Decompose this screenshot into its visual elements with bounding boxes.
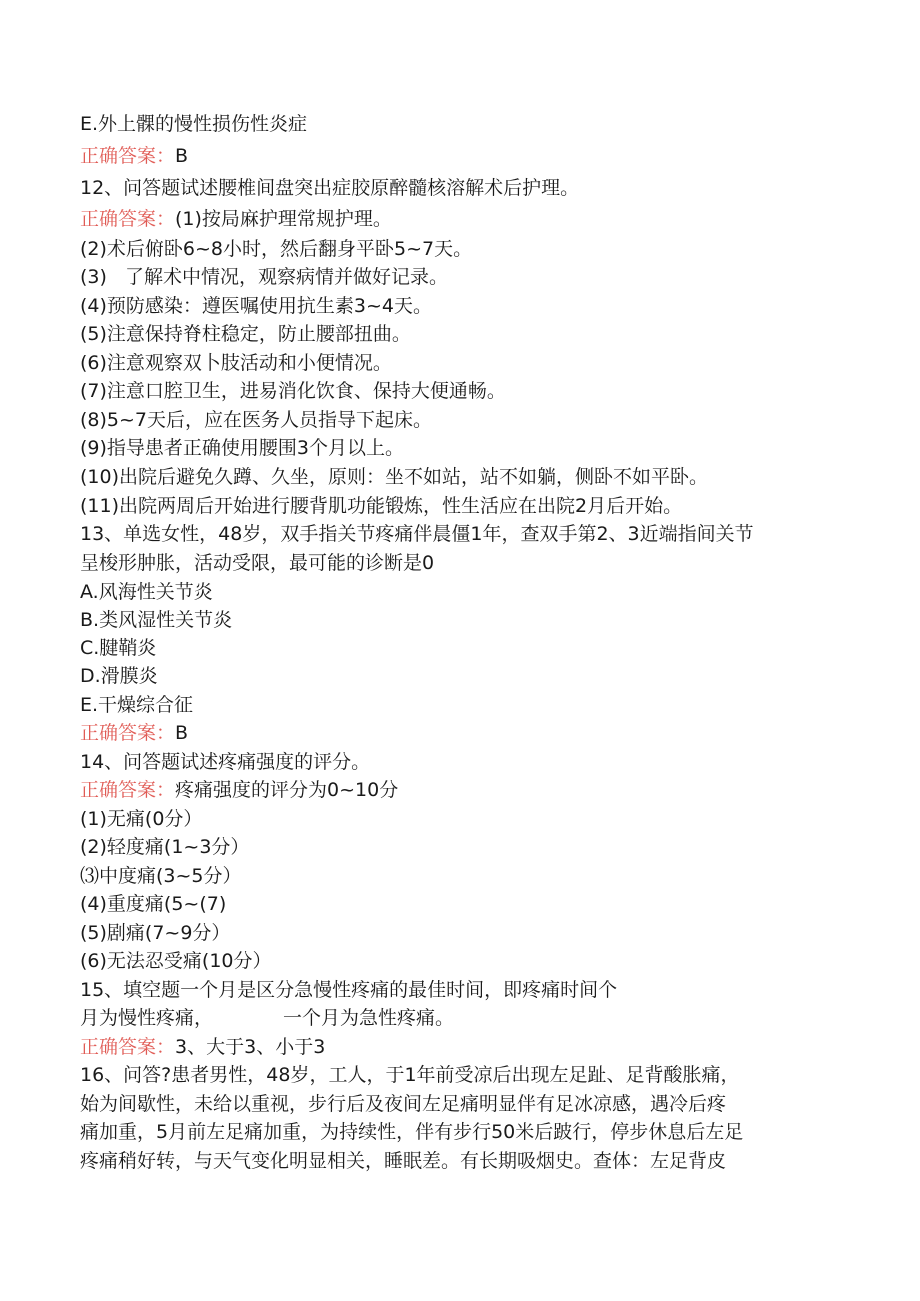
answer-item-text: (11)出院两周后开始进行腰背肌功能锻炼，性生活应在出院2月后开始。 bbox=[80, 495, 683, 517]
option-text: A.风海性关节炎 bbox=[80, 581, 213, 603]
question-16 bbox=[80, 1061, 740, 1089]
question-13-continued bbox=[80, 549, 434, 577]
answer-item-text: (6)无法忍受痛(10分） bbox=[80, 950, 272, 972]
question-16-continued bbox=[80, 1090, 726, 1118]
answer-item bbox=[80, 406, 432, 434]
question-text: 痛加重，5月前左足痛加重，为持续性，伴有步行50米后跛行，停步休息后左足 bbox=[80, 1121, 744, 1143]
answer-item-text: (4)预防感染：遵医嘱使用抗生素3~4天。 bbox=[80, 295, 433, 317]
answer-item bbox=[80, 235, 472, 263]
question-text: 16、问答?患者男性，48岁，工人，于1年前受凉后出现左足趾、足背酸胀痛， bbox=[80, 1064, 740, 1086]
question-14 bbox=[80, 748, 370, 776]
answer-item bbox=[80, 862, 242, 890]
option-text: E.干燥综合征 bbox=[80, 694, 194, 716]
answer-item-text: (7)注意口腔卫生，进易消化饮食、保持大便通畅。 bbox=[80, 380, 506, 402]
answer-item-text: (6)注意观察双卜肢活动和小便情况。 bbox=[80, 352, 392, 374]
answer-item-text: (1)无痛(0分） bbox=[80, 808, 203, 830]
option-text: B.类风湿性关节炎 bbox=[80, 609, 233, 631]
question-15-continued bbox=[80, 1004, 454, 1032]
answer-item bbox=[80, 463, 708, 491]
question-text: 始为间歇性，未给以重视，步行后及夜间左足痛明显伴有足冰凉感，遇冷后疼 bbox=[80, 1093, 727, 1115]
answer-item bbox=[80, 292, 432, 320]
answer-item bbox=[80, 377, 506, 405]
answer-line bbox=[80, 776, 398, 804]
option-e-line bbox=[80, 110, 307, 138]
blank-text-part-2: 一个月为急性疼痛。 bbox=[283, 1007, 455, 1029]
answer-value: 疼痛强度的评分为0~10分 bbox=[175, 779, 399, 801]
answer-value: B bbox=[175, 145, 189, 167]
answer-item-text: ⑶中度痛(3~5分） bbox=[80, 865, 242, 887]
answer-item-text: (5)剧痛(7~9分） bbox=[80, 922, 231, 944]
option-c-line bbox=[80, 634, 156, 662]
answer-line bbox=[80, 205, 392, 233]
answer-label: 正确答案： bbox=[80, 208, 176, 230]
answer-line bbox=[80, 1033, 325, 1061]
option-d-line bbox=[80, 662, 158, 690]
answer-label: 正确答案： bbox=[80, 1036, 176, 1058]
option-b-line bbox=[80, 606, 232, 634]
answer-item bbox=[80, 890, 226, 918]
answer-label: 正确答案： bbox=[80, 145, 176, 167]
answer-item bbox=[80, 833, 249, 861]
answer-item-text: (2)术后俯卧6~8小时，然后翻身平卧5~7天。 bbox=[80, 238, 473, 260]
answer-label: 正确答案： bbox=[80, 779, 176, 801]
option-text: C.腱鞘炎 bbox=[80, 637, 157, 659]
answer-item bbox=[80, 434, 404, 462]
answer-label: 正确答案： bbox=[80, 722, 176, 744]
option-e-line bbox=[80, 691, 193, 719]
answer-item bbox=[80, 349, 392, 377]
question-text: 疼痛稍好转，与天气变化明显相关，睡眠差。有长期吸烟史。查体：左足背皮 bbox=[80, 1150, 727, 1172]
answer-item-text: (4)重度痛(5~(7) bbox=[80, 893, 227, 915]
answer-item-text: (8)5~7天后，应在医务人员指导下起床。 bbox=[80, 409, 433, 431]
answer-item bbox=[80, 320, 411, 348]
answer-value: B bbox=[175, 722, 189, 744]
answer-line bbox=[80, 142, 188, 170]
option-text: E.外上髁的慢性损伤性炎症 bbox=[80, 113, 308, 135]
answer-item bbox=[80, 947, 272, 975]
question-16-continued bbox=[80, 1147, 726, 1175]
option-text: D.滑膜炎 bbox=[80, 665, 158, 687]
answer-value: 3、大于3、小于3 bbox=[175, 1036, 326, 1058]
answer-item bbox=[80, 263, 448, 291]
question-text: 13、单选女性，48岁，双手指关节疼痛伴晨僵1年，查双手第2、3近端指间关节 bbox=[80, 523, 754, 545]
question-text: 12、问答题试述腰椎间盘突出症胶原醉髓核溶解术后护理。 bbox=[80, 177, 580, 199]
option-a-line bbox=[80, 578, 213, 606]
answer-item-text: (9)指导患者正确使用腰围3个月以上。 bbox=[80, 437, 405, 459]
question-15 bbox=[80, 976, 617, 1004]
question-text: 呈梭形肿胀，活动受限，最可能的诊断是0 bbox=[80, 552, 435, 574]
answer-item-text: (5)注意保持脊柱稳定，防止腰部扭曲。 bbox=[80, 323, 411, 345]
question-16-continued bbox=[80, 1118, 743, 1146]
answer-line bbox=[80, 719, 188, 747]
answer-value: (1)按局麻护理常规护理。 bbox=[175, 208, 392, 230]
question-12 bbox=[80, 174, 579, 202]
question-text: 14、问答题试述疼痛强度的评分。 bbox=[80, 751, 371, 773]
answer-item bbox=[80, 492, 682, 520]
answer-item bbox=[80, 919, 230, 947]
blank-text-part-1: 月为慢性疼痛， bbox=[80, 1007, 214, 1029]
question-text: 15、填空题一个月是区分急慢性疼痛的最佳时间，即疼痛时间个 bbox=[80, 979, 618, 1001]
answer-item bbox=[80, 805, 202, 833]
answer-item-text: (2)轻度痛(1~3分） bbox=[80, 836, 250, 858]
answer-item-text: (10)出院后避免久蹲、久坐，原则：坐不如站，站不如躺，侧卧不如平卧。 bbox=[80, 466, 709, 488]
question-13 bbox=[80, 520, 754, 548]
answer-item-text: (3) 了解术中情况，观察病情并做好记录。 bbox=[80, 266, 449, 288]
